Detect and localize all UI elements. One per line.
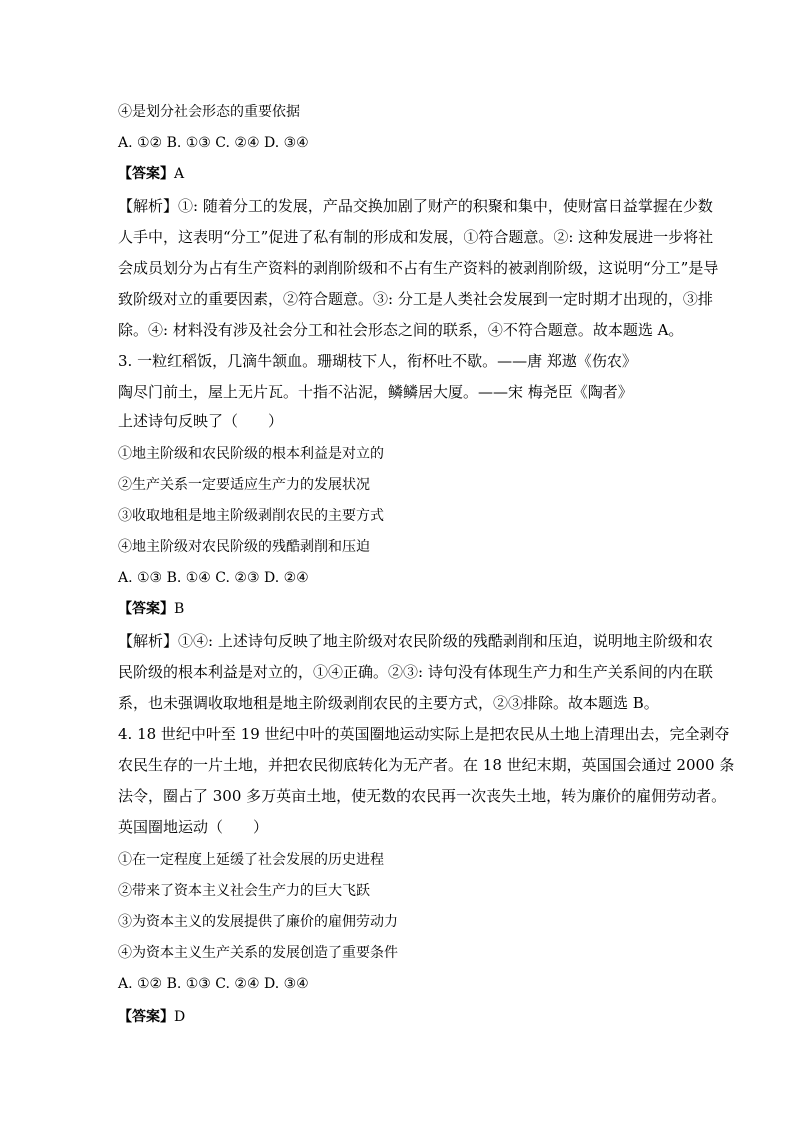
q3-option-3: ③收取地租是地主阶级剥削农民的主要方式 — [118, 508, 384, 524]
answer-value: A — [174, 166, 185, 182]
q3-analysis-line: 【解析】①④: 上述诗句反映了地主阶级对农民阶级的残酷剥削和压迫，说明地主阶级和农 — [118, 632, 713, 650]
q3-stem: 上述诗句反映了（ ） — [118, 412, 284, 430]
answer-label: 【答案】 — [118, 601, 174, 617]
q4-option-4: ④为资本主义生产关系的发展创造了重要条件 — [118, 945, 398, 961]
q3-choices: A. ①③ B. ①④ C. ②③ D. ②④ — [118, 570, 309, 586]
answer-label: 【答案】 — [118, 1009, 174, 1025]
q4-answer — [118, 1007, 185, 1027]
q3-answer — [118, 599, 184, 619]
q3-analysis-line: 系，也未强调收取地租是地主阶级剥削农民的主要方式，②③排除。故本题选 B。 — [118, 694, 659, 712]
q2-option-4: ④是划分社会形态的重要依据 — [118, 104, 300, 120]
answer-value: B — [174, 601, 185, 617]
q4-stem-line: 农民生存的一片土地，并把农民彻底转化为无产者。在 18 世纪末期，英国国会通过 2000 条 — [118, 756, 735, 774]
q2-analysis-line: 除。④: 材料没有涉及社会分工和社会形态之间的联系，④不符合题意。故本题选 A。 — [118, 321, 684, 339]
q3-poem-2: 陶尽门前土，屋上无片瓦。十指不沾泥，鳞鳞居大厦。——宋 梅尧臣《陶者》 — [118, 383, 633, 401]
q3-analysis-line: 民阶级的根本利益是对立的，①④正确。②③: 诗句没有体现生产力和生产关系间的内在联 — [118, 663, 713, 681]
q4-option-3: ③为资本主义的发展提供了廉价的雇佣劳动力 — [118, 914, 398, 930]
q2-analysis-line: 【解析】①: 随着分工的发展，产品交换加剧了财产的积聚和集中，使财富日益掌握在少数 — [118, 197, 713, 215]
q3-option-4: ④地主阶级对农民阶级的残酷剥削和压迫 — [118, 539, 370, 555]
answer-value: D — [174, 1009, 186, 1025]
q3-poem-1: 3. 一粒红稻饭，几滴牛颔血。珊瑚枝下人，衔杯吐不歇。——唐 郑遨《伤农》 — [118, 352, 637, 370]
q3-option-1: ①地主阶级和农民阶级的根本利益是对立的 — [118, 446, 384, 462]
q4-choices: A. ①② B. ①③ C. ②④ D. ③④ — [118, 976, 309, 992]
q4-stem-line: 法令，圈占了 300 多万英亩土地，使无数的农民再一次丧失土地，转为廉价的雇佣劳动者。 — [118, 787, 727, 805]
q3-option-2: ②生产关系一定要适应生产力的发展状况 — [118, 477, 370, 493]
answer-label: 【答案】 — [118, 166, 174, 182]
q2-answer — [118, 164, 184, 184]
q4-stem-line: 英国圈地运动（ ） — [118, 818, 269, 836]
q4-stem-line: 4. 18 世纪中叶至 19 世纪中叶的英国圈地运动实际上是把农民从土地上清理出去，完全剥夺 — [118, 725, 730, 743]
q2-choices: A. ①② B. ①③ C. ②④ D. ③④ — [118, 135, 309, 151]
q2-analysis-line: 致阶级对立的重要因素，②符合题意。③: 分工是人类社会发展到一定时期才出现的，③排 — [118, 290, 713, 308]
q4-option-1: ①在一定程度上延缓了社会发展的历史进程 — [118, 852, 384, 868]
q2-analysis-line: 人手中，这表明“分工”促进了私有制的形成和发展，①符合题意。②: 这种发展进一步将社 — [118, 228, 714, 246]
q4-option-2: ②带来了资本主义社会生产力的巨大飞跃 — [118, 883, 370, 899]
q2-analysis-line: 会成员划分为占有生产资料的剥削阶级和不占有生产资料的被剥削阶级，这说明“分工”是导 — [118, 259, 719, 277]
